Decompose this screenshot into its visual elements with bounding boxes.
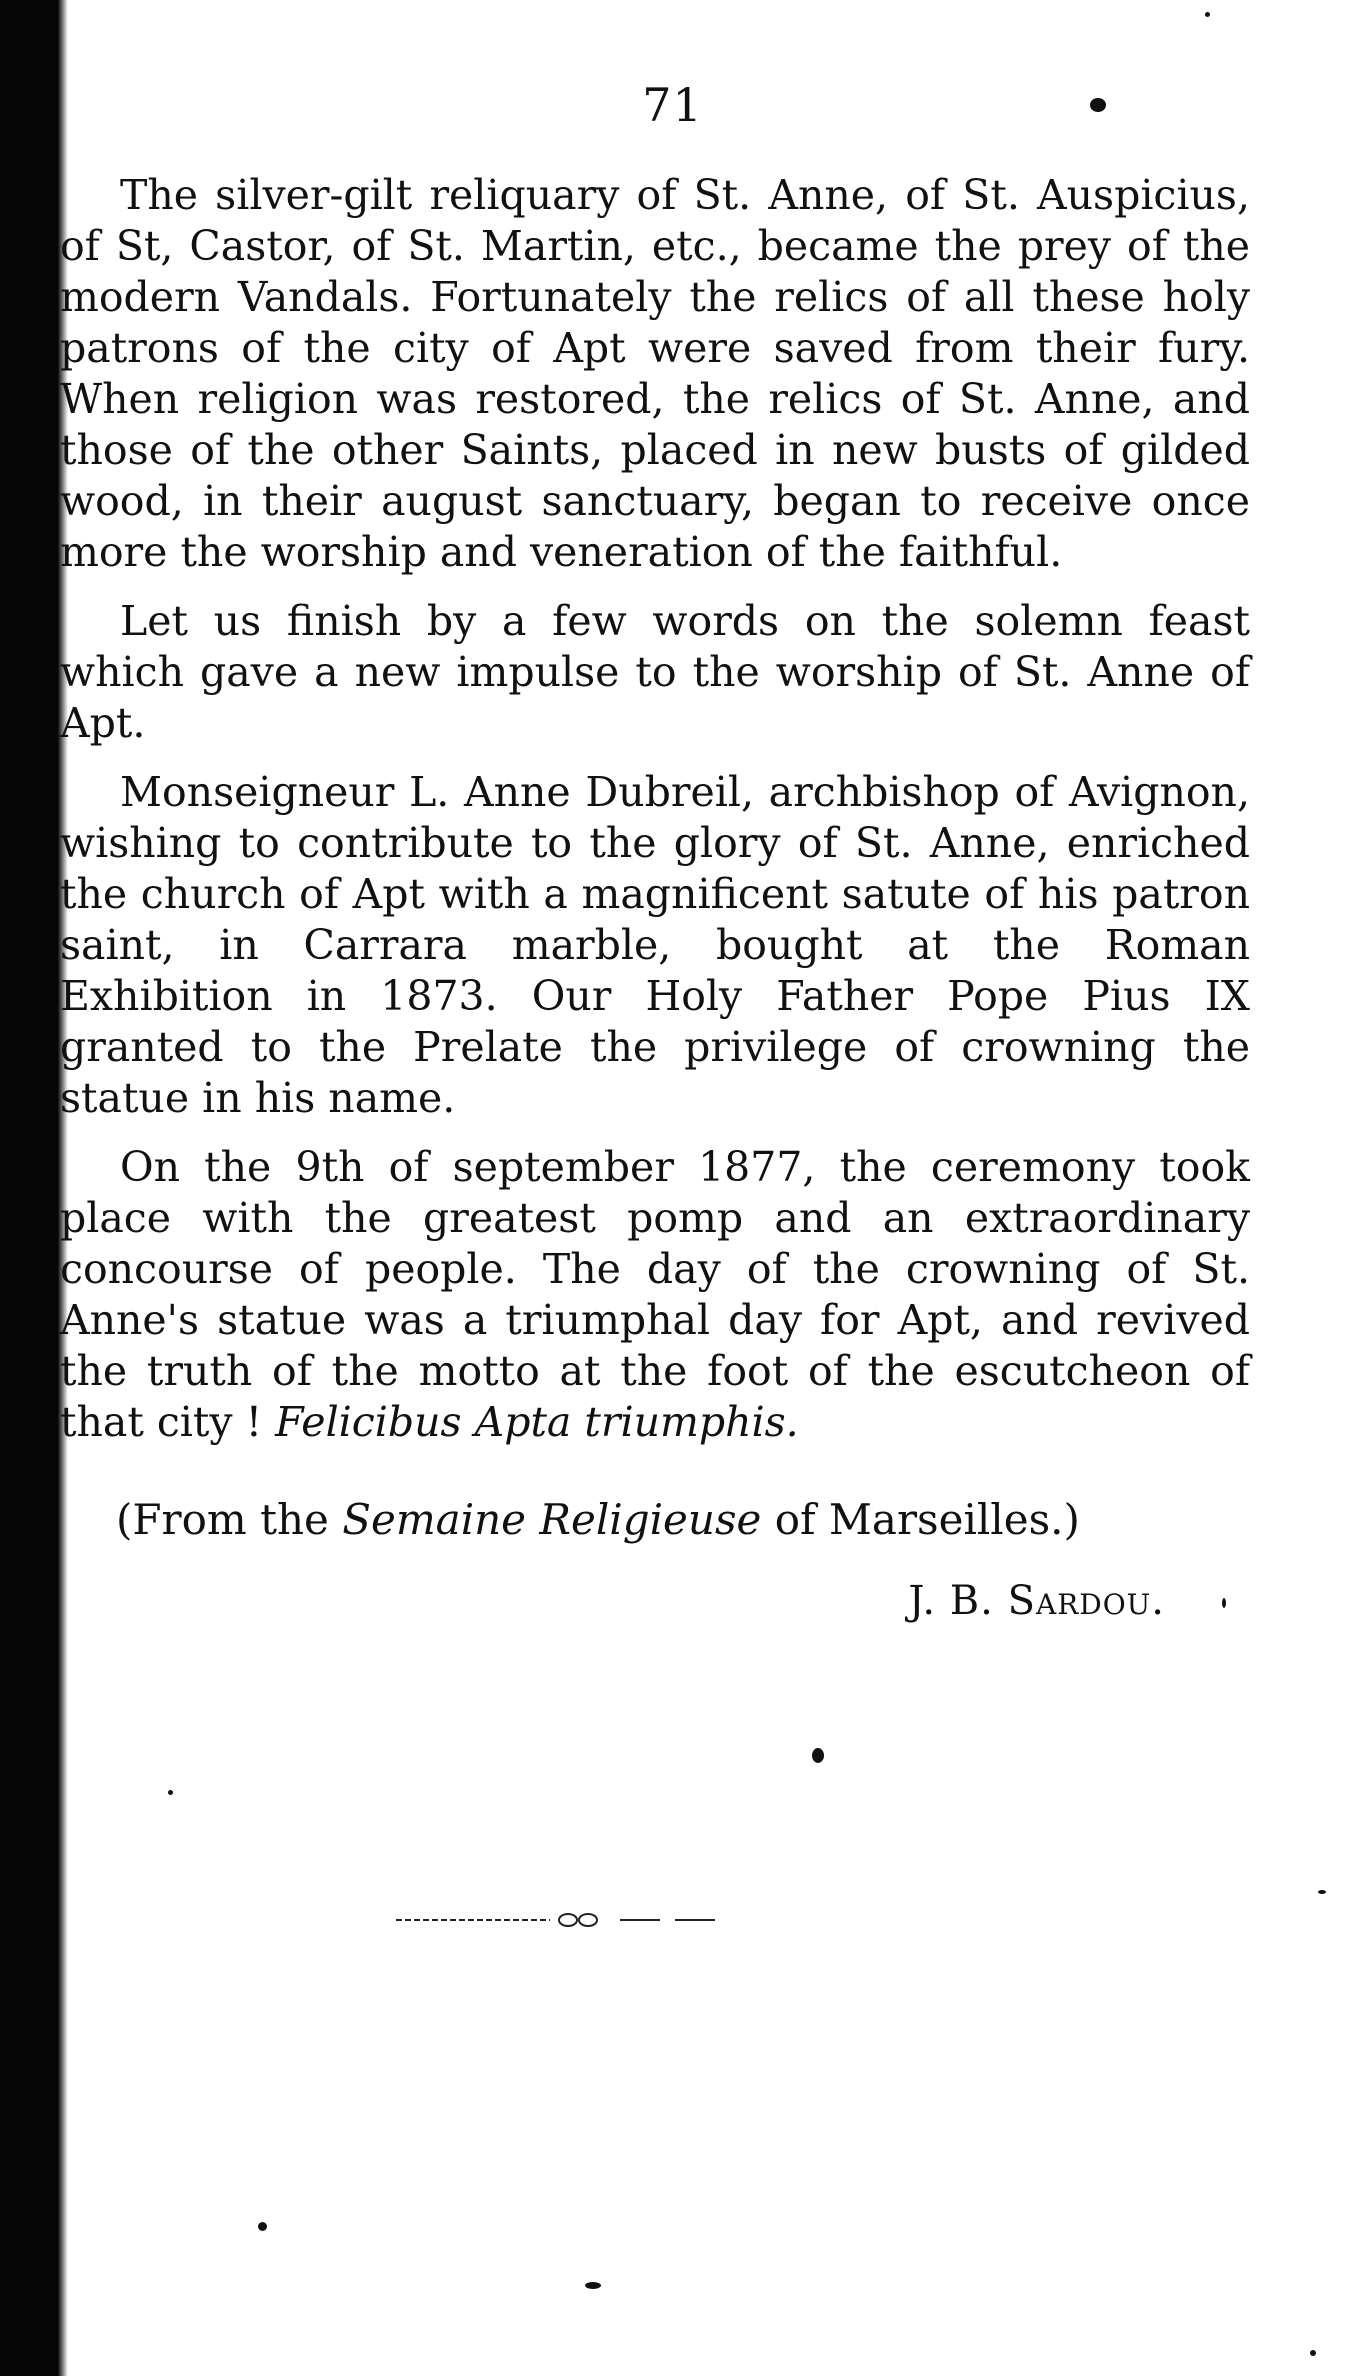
body-text	[60, 170, 1250, 1626]
ink-speck	[812, 1748, 824, 1763]
crowning-text: On the 9th of september 1877, the ceremony took place with the greatest pomp and an extraordinary concourse of people. The day of the crowning of St. Anne's statue was a triumphal day for Apt, and revived the truth of the motto at the foot of the escutcheon of that city !	[60, 1143, 1250, 1446]
paragraph-reliquary: The silver-gilt reliquary of St. Anne, of St. Auspicius, of St, Castor, of St. Martin, etc., became the prey of the modern Vandals. Fortunately the relics of all these holy patrons of the city of Apt were saved from their fury. When religion was restored, the relics of St. Anne, and those of the other Saints, placed in new busts of gilded wood, in their august sanctuary, began to receive once more the worship and veneration of the faithful.	[60, 171, 1250, 576]
ornament-loop-right	[579, 1914, 597, 1926]
paragraph-crowning	[60, 1142, 1250, 1448]
ink-speck	[1318, 1890, 1326, 1894]
ink-speck	[1090, 98, 1106, 112]
ink-speck	[1205, 12, 1210, 17]
ink-speck	[168, 1790, 173, 1795]
source-attribution	[60, 1494, 1250, 1546]
end-ornament	[390, 1910, 790, 1930]
paragraph-statue: Monseigneur L. Anne Dubreil, archbishop of Avignon, wishing to contribute to the glory of St. Anne, enriched the church of Apt with a magnificent satute of his patron saint, in Carrara marble, bought at the Roman Exhibition in 1873. Our Holy Father Pope Pius IX granted to the Prelate the privilege of crowning the statue in his name.	[60, 768, 1250, 1122]
source-publication: Semaine Religieuse	[342, 1495, 762, 1544]
paragraph-solemn-feast: Let us finish by a few words on the solemn feast which gave a new impulse to the worship of St. Anne of Apt.	[60, 597, 1250, 747]
source-open: (From the	[116, 1495, 343, 1544]
source-close: of Marseilles.)	[761, 1495, 1080, 1544]
author-signature: J. B. Sardou.	[908, 1578, 1165, 1624]
ornament-loop-left	[559, 1914, 577, 1926]
ink-speck	[585, 2282, 601, 2289]
ink-speck	[1310, 2350, 1316, 2356]
ink-speck	[258, 2222, 267, 2231]
city-motto: Felicibus Apta triumphis.	[275, 1398, 799, 1446]
page-number: 71	[642, 78, 703, 132]
ink-speck	[1222, 1598, 1226, 1608]
